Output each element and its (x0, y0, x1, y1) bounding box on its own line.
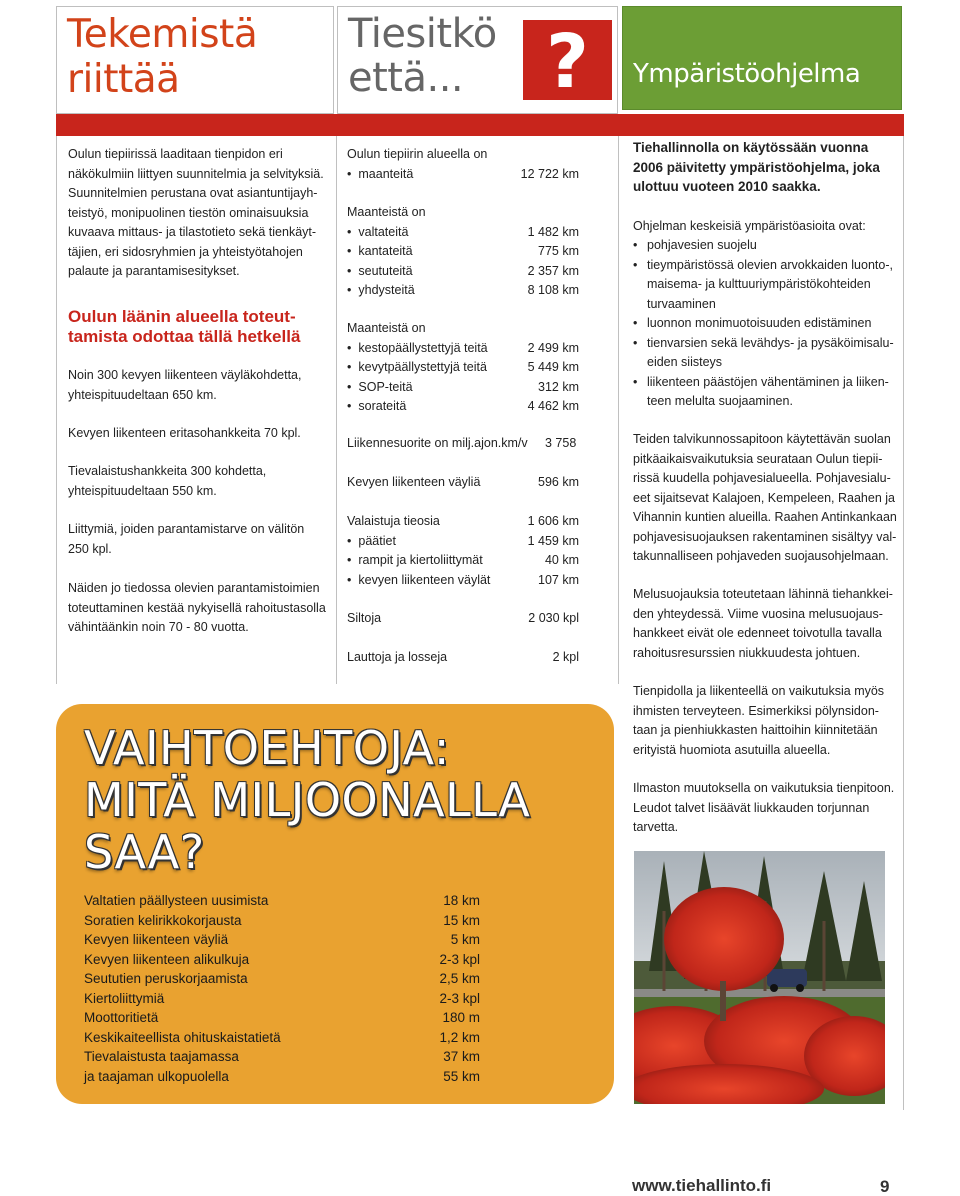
stat-label: • SOP-teitä (347, 378, 413, 398)
list-item (631, 236, 901, 256)
col2-group2 (347, 319, 579, 417)
alt-label: Moottoritietä (84, 1010, 159, 1025)
alt-label: Valtatien päällysteen uusimista (84, 893, 269, 908)
col2-lighting (347, 512, 579, 590)
paragraph-line: den yhteydessä. Viime vuosina melusuojaus- (633, 606, 883, 621)
stat-value: 2 499 km (527, 340, 579, 355)
list-item (84, 1028, 480, 1048)
footer-url-link[interactable]: www.tiehallinto.fi (632, 1176, 772, 1195)
col1-intro-line: täjien, eri sidosryhmien ja yhteistyötahojen (68, 244, 303, 259)
col1-item-line: yhteispituudeltaan 550 km. (68, 483, 217, 498)
col2-ferries (347, 648, 579, 668)
col3-title: Ympäristöohjelma (633, 59, 861, 89)
paragraph-line: hankkeet eivät ole edenneet toivotulla tavalla (633, 626, 882, 640)
alt-value: 180 m (442, 1010, 480, 1025)
alt-value: 2-3 kpl (439, 951, 480, 967)
col1-intro-line: Oulun tiepiirissä laaditaan tienpidon eri (68, 147, 283, 161)
col1-item-line: Liittymiä, joiden parantamistarve on välitön (68, 522, 305, 536)
col3-lead (633, 138, 901, 197)
col2-title (348, 12, 548, 100)
col3-header-box (622, 6, 902, 110)
col3-para-2 (633, 585, 901, 663)
paragraph-line: Melusuojauksia toteutetaan lähinnä tiehankkei- (633, 587, 893, 601)
list-item (631, 256, 901, 315)
stat-label: • päätiet (347, 532, 396, 552)
col1-heading (68, 307, 336, 347)
page-number: 9 (880, 1177, 890, 1196)
stat-value: 8 108 km (527, 283, 579, 297)
alt-value: 37 km (443, 1049, 480, 1064)
question-mark-icon: ? (546, 19, 589, 105)
list-item (84, 891, 480, 911)
stat-label: • yhdysteitä (347, 281, 415, 301)
col1-item-5 (68, 579, 334, 638)
column-rule-far-right (903, 136, 904, 1110)
list-item (631, 373, 901, 412)
alt-label: Soratien kelirikkokorjausta (84, 912, 242, 928)
col2-traffic-value: 3 758 (545, 436, 577, 450)
alt-label: Keskikaiteellista ohituskaistatietä (84, 1029, 281, 1045)
col1-intro-line: Suunnitelmien perustana ovat asiantuntijayh- (68, 186, 318, 200)
col3-aims-title: Ohjelman keskeisiä ympäristöasioita ovat: (633, 219, 866, 233)
list-item (84, 911, 480, 931)
alt-label: Seututien peruskorjaamista (84, 971, 248, 986)
col1-title-line1: Tekemistä (67, 12, 258, 57)
list-item-line: eiden siisteys (647, 355, 723, 369)
list-item (84, 989, 480, 1009)
stat-value: 1 482 km (527, 224, 579, 239)
alt-label: Tievalaistusta taajamassa (84, 1049, 239, 1064)
stat-label: • rampit ja kiertoliittymät (347, 551, 483, 571)
list-item-line: • tienvarsien sekä levähdys- ja pysäköimisalu- (647, 335, 894, 350)
stat-label: Valaistuja tieosia (347, 514, 440, 528)
list-item (84, 950, 480, 970)
alternatives-title-line1: VAIHTOEHTOJA: (84, 721, 450, 775)
stat-label: • sorateitä (347, 397, 406, 417)
col1-item-line: 250 kpl. (68, 541, 112, 556)
col3-lead-line: ulottuu vuoteen 2010 saakka. (633, 179, 821, 194)
stat-label: • kestopäällystettyjä teitä (347, 339, 488, 359)
paragraph-line: tarvetta. (633, 820, 679, 834)
col1-item-4 (68, 520, 330, 559)
col1-item-line: Tievalaistushankkeita 300 kohdetta, (68, 464, 267, 478)
col2-traffic-label: Liikennesuorite on milj.ajon.km/v (347, 436, 528, 450)
paragraph-line: rissä kuudella pohjavesialueella. Pohjavesialu- (633, 471, 891, 485)
alt-value: 18 km (443, 893, 480, 908)
list-item-line: teen melulta suojaaminen. (647, 394, 793, 408)
list-item (84, 969, 480, 989)
stat-label: • kevytpäällystettyjä teitä (347, 358, 487, 378)
list-item-line: • luonnon monimuotoisuuden edistäminen (647, 316, 872, 330)
col3-para-4 (633, 779, 901, 838)
roadside-shrubs-photo-image (634, 851, 885, 1104)
question-mark-box (523, 19, 612, 105)
stat-value: 40 km (544, 553, 579, 567)
col2-group1 (347, 203, 579, 301)
alt-label: Kevyen liikenteen alikulkuja (84, 951, 250, 967)
stat-label: • valtateitä (347, 223, 408, 243)
alt-label: Kevyen liikenteen väyliä (84, 932, 229, 947)
stat-value: 4 462 km (527, 399, 579, 413)
col1-item-1 (68, 366, 330, 405)
paragraph-line: Vihannin kuntien alueilla. Raahen Antinkankaan (633, 510, 897, 524)
list-item-line: • liikenteen päästöjen vähentäminen ja liiken- (647, 374, 889, 389)
col2-title-line1: Tiesitkö (348, 11, 497, 57)
list-item (84, 1067, 480, 1087)
col2-bridges (347, 609, 579, 629)
column-rule-left (56, 136, 57, 684)
paragraph-line: takunnalliseen pohjaveden suojausohjelmaan. (633, 549, 889, 563)
col2-roads-block (347, 145, 579, 184)
col1-item-line: Kevyen liikenteen eritasohankkeita 70 kpl. (68, 426, 301, 440)
list-item-line: maisema- ja kulttuuriympäristökohteiden (647, 277, 871, 291)
col1-title (67, 12, 327, 102)
paragraph-line: erityistä huomiota asutuilla alueella. (633, 742, 831, 757)
stat-value: 2 030 kpl (528, 611, 579, 625)
paragraph-line: eet sijaitsevat Kalajoen, Kempeleen, Raahen ja (633, 490, 895, 505)
stat-value: 1 459 km (527, 533, 579, 548)
stat-label: • kantateitä (347, 242, 413, 262)
col1-item-3 (68, 462, 330, 501)
stat-value: 596 km (538, 475, 579, 489)
list-item (631, 334, 901, 373)
col3-para-1 (633, 430, 901, 567)
col2-roads-value: 12 722 km (520, 166, 579, 181)
col1-item-line: Näiden jo tiedossa olevien parantamistoimien (68, 581, 320, 595)
alt-value: 2-3 kpl (439, 990, 480, 1006)
col1-item-line: toteuttaminen kestää nykyisellä rahoitustasolla (68, 600, 326, 615)
col1-intro (68, 145, 330, 282)
col2-intro: Oulun tiepiirin alueella on (347, 147, 488, 161)
col1-item-line: Noin 300 kevyen liikenteen väyläkohdetta, (68, 368, 302, 382)
col3-lead-line: Tiehallinnolla on käytössään vuonna (633, 140, 869, 155)
stat-label: Lauttoja ja losseja (347, 650, 448, 664)
roadside-shrubs-photo (634, 851, 885, 1104)
list-item (631, 314, 901, 334)
col3-aims-list (631, 236, 901, 412)
paragraph-line: taan ja pienhiukkasten haittoihin kiinnitetään (633, 723, 878, 737)
alt-value: 55 km (443, 1068, 480, 1084)
stat-value: 5 449 km (527, 360, 579, 374)
red-divider-bar (56, 114, 904, 136)
stat-label: Kevyen liikenteen väyliä (347, 475, 481, 489)
stat-value: 2 357 km (527, 263, 579, 278)
alt-label: ja taajaman ulkopuolella (84, 1068, 229, 1084)
alt-value: 15 km (443, 912, 480, 928)
stat-value: 107 km (538, 572, 579, 587)
list-item-line: • tieympäristössä olevien arvokkaiden luonto-, (647, 257, 893, 272)
col1-heading-line2: tamista odottaa tällä hetkellä (68, 327, 301, 346)
stat-label: Siltoja (347, 611, 382, 625)
alternatives-title-line2: MITÄ MILJOONALLA (84, 773, 531, 827)
alternatives-title-line3: SAA? (84, 825, 205, 879)
list-item (84, 1047, 480, 1067)
col2-group1-title: Maanteistä on (347, 205, 426, 219)
col3-para-3 (633, 682, 901, 760)
col1-intro-line: näkökulmiin liittyen suunnitelmia ja selvityksiä. (68, 166, 324, 181)
stat-value: 312 km (538, 379, 579, 394)
col1-item-line: yhteispituudeltaan 650 km. (68, 387, 217, 402)
stat-value: 2 kpl (552, 650, 579, 664)
list-item (84, 930, 480, 950)
column-rule-right (618, 136, 619, 684)
col1-intro-line: kuvaava mittaus- ja tilastotieto sekä tienkäyt- (68, 225, 317, 239)
list-item-line: • pohjavesien suojelu (647, 238, 757, 252)
col2-title-line2: että... (348, 55, 464, 101)
paragraph-line: Teiden talvikunnossapitoon käytettävän suolan (633, 432, 891, 446)
col1-heading-line1: Oulun läänin alueella toteut- (68, 307, 296, 326)
col2-ped (347, 473, 579, 493)
alt-value: 5 km (450, 932, 480, 947)
list-item-line: turvaaminen (647, 296, 716, 311)
col2-roads-label: • maanteitä (347, 165, 413, 185)
col1-intro-line: palaute ja parantamisesitykset. (68, 264, 240, 278)
col2-group2-title: Maanteistä on (347, 321, 426, 335)
stat-label: • seututeitä (347, 262, 413, 282)
paragraph-line: Leudot talvet lisäävät liukkauden torjunnan (633, 800, 870, 815)
paragraph-line: Tienpidolla ja liikenteellä on vaikutuksia myös (633, 684, 885, 698)
paragraph-line: pohjavesisuojauksen rakentaminen sisältyy val- (633, 529, 897, 544)
col1-item-line: vähintäänkin noin 70 - 80 vuotta. (68, 620, 249, 634)
stat-value: 1 606 km (527, 514, 579, 528)
alt-value: 2,5 km (439, 971, 480, 986)
stat-label: • kevyen liikenteen väylät (347, 571, 490, 591)
col3-lead-line: 2006 päivitetty ympäristöohjelma, joka (633, 159, 880, 175)
paragraph-line: Ilmaston muutoksella on vaikutuksia tienpitoon. (633, 781, 895, 795)
column-rule-mid (336, 136, 337, 684)
alt-value: 1,2 km (439, 1029, 480, 1045)
paragraph-line: ihmisten terveyteen. Esimerkiksi pölynsidon- (633, 703, 879, 718)
list-item (84, 1008, 480, 1028)
col1-item-2 (68, 424, 330, 444)
col1-title-line2: riittää (67, 57, 180, 102)
paragraph-line: rahoitusresurssien niukkuudesta johtuen. (633, 645, 861, 660)
stat-value: 775 km (538, 244, 579, 258)
col1-intro-line: teistyö, monipuolinen tiestön ominaisuuksia (68, 205, 309, 220)
alternatives-list (84, 891, 480, 1086)
paragraph-line: pitkäaikaisvaikutuksia seurataan Oulun tiepii- (633, 451, 883, 466)
alt-label: Kiertoliittymiä (84, 990, 165, 1006)
